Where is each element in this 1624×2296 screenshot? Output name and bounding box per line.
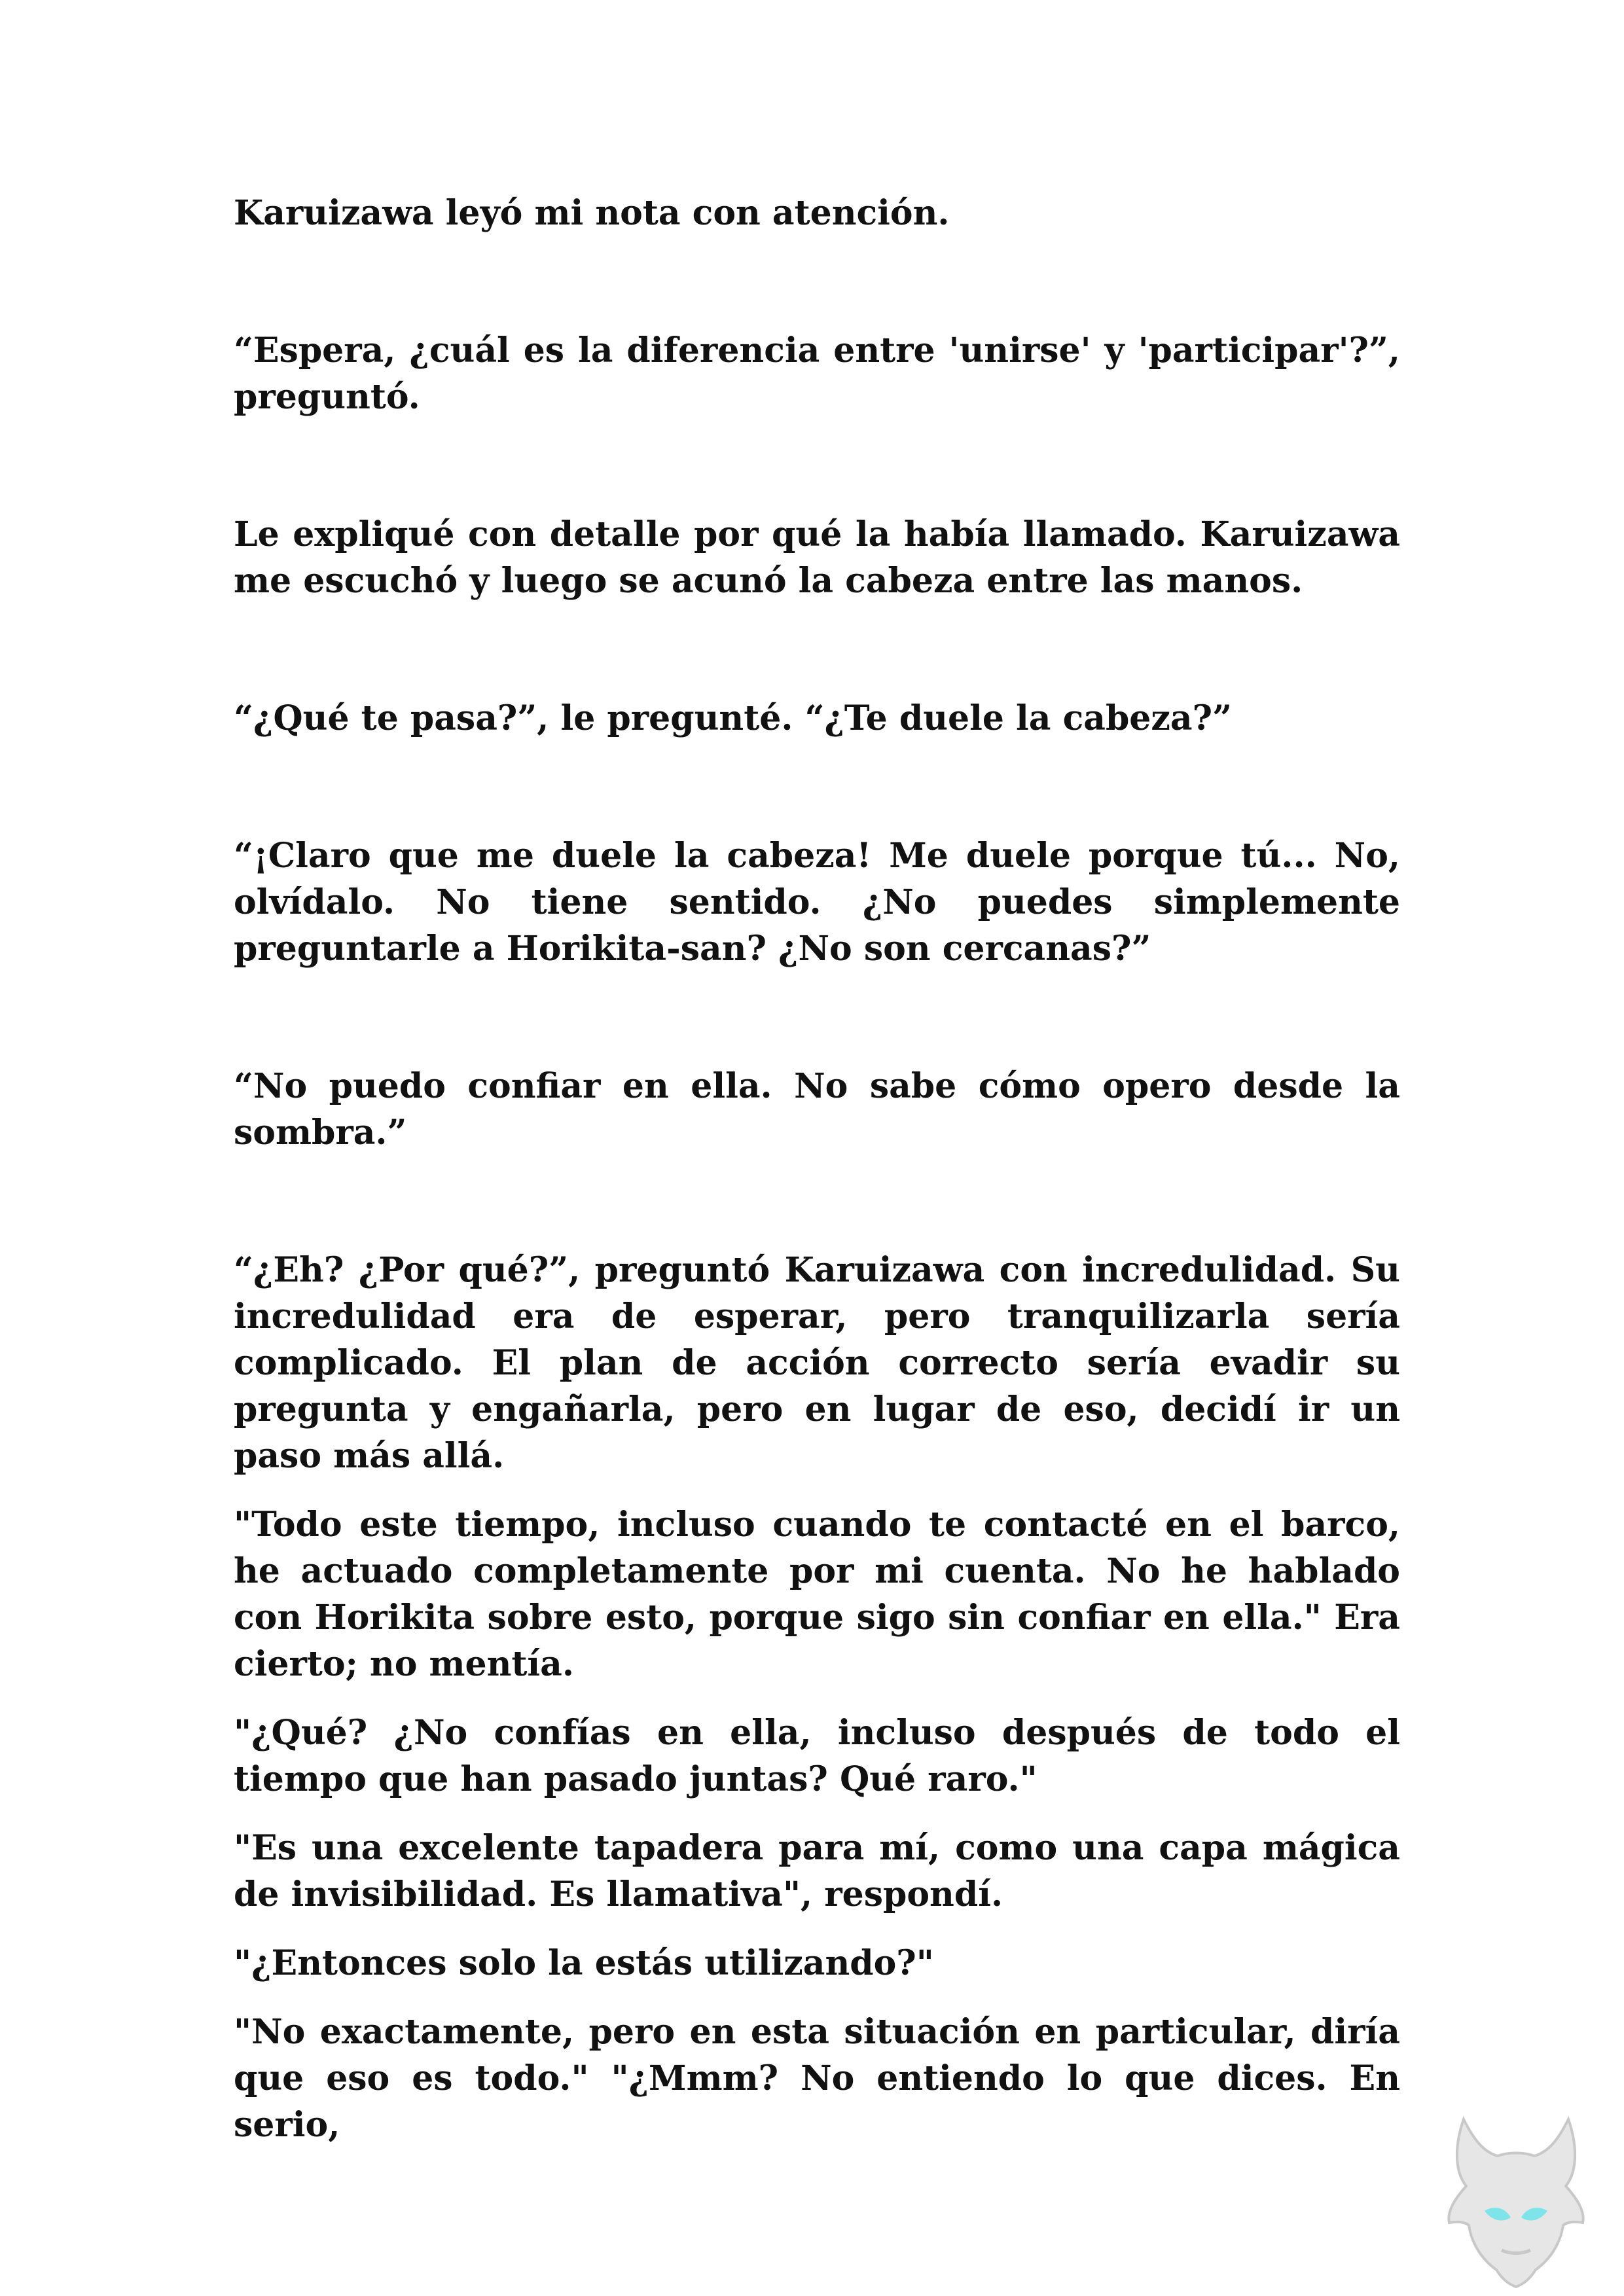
paragraph-10: "Es una excelente tapadera para mí, como una capa mágica de invisibilidad. Es llamativa", respondí. — [234, 1828, 1400, 1914]
paragraph-2: “Espera, ¿cuál es la diferencia entre 'unirse' y 'participar'?”, preguntó. — [234, 331, 1400, 417]
text-body — [234, 190, 1400, 2148]
paragraph-3: Le expliqué con detalle por qué la había llamado. Karuizawa me escuchó y luego se acunó la cabeza entre las manos. — [234, 514, 1400, 601]
demon-logo-svg — [1437, 2113, 1595, 2289]
paragraph-8: "Todo este tiempo, incluso cuando te contacté en el barco, he actuado completamente por mi cuenta. No he hablado con Horikita sobre esto, porque sigo sin confiar en ella." Era cierto; no mentía. — [234, 1505, 1400, 1684]
paragraph-9: "¿Qué? ¿No confías en ella, incluso después de todo el tiempo que han pasado juntas? Qué raro." — [234, 1713, 1400, 1799]
paragraph-11: "¿Entonces solo la estás utilizando?" — [234, 1943, 934, 1983]
paragraph-4: “¿Qué te pasa?”, le pregunté. “¿Te duele la cabeza?” — [234, 698, 1232, 738]
paragraph-12: "No exactamente, pero en esta situación en particular, diría que eso es todo." "¿Mmm? No entiendo lo que dices. En serio, — [234, 2012, 1400, 2145]
paragraph-1: Karuizawa leyó mi nota con atención. — [234, 193, 950, 233]
horned-demon-head-logo-icon — [1437, 2113, 1595, 2289]
demon-silhouette — [1449, 2119, 1583, 2287]
paragraph-5: “¡Claro que me duele la cabeza! Me duele porque tú... No, olvídalo. No tiene sentido. ¿No puedes simplemente preguntarle a Horikita-san? ¿No son cercanas?” — [234, 836, 1400, 969]
paragraph-7: “¿Eh? ¿Por qué?”, preguntó Karuizawa con incredulidad. Su incredulidad era de esperar, pero tranquilizarla sería complicado. El plan de acción correcto sería evadir su pregunta y engañarla, pero en lugar de eso, decidí ir un paso más allá. — [234, 1250, 1400, 1476]
paragraph-6: “No puedo confiar en ella. No sabe cómo opero desde la sombra.” — [234, 1066, 1400, 1153]
